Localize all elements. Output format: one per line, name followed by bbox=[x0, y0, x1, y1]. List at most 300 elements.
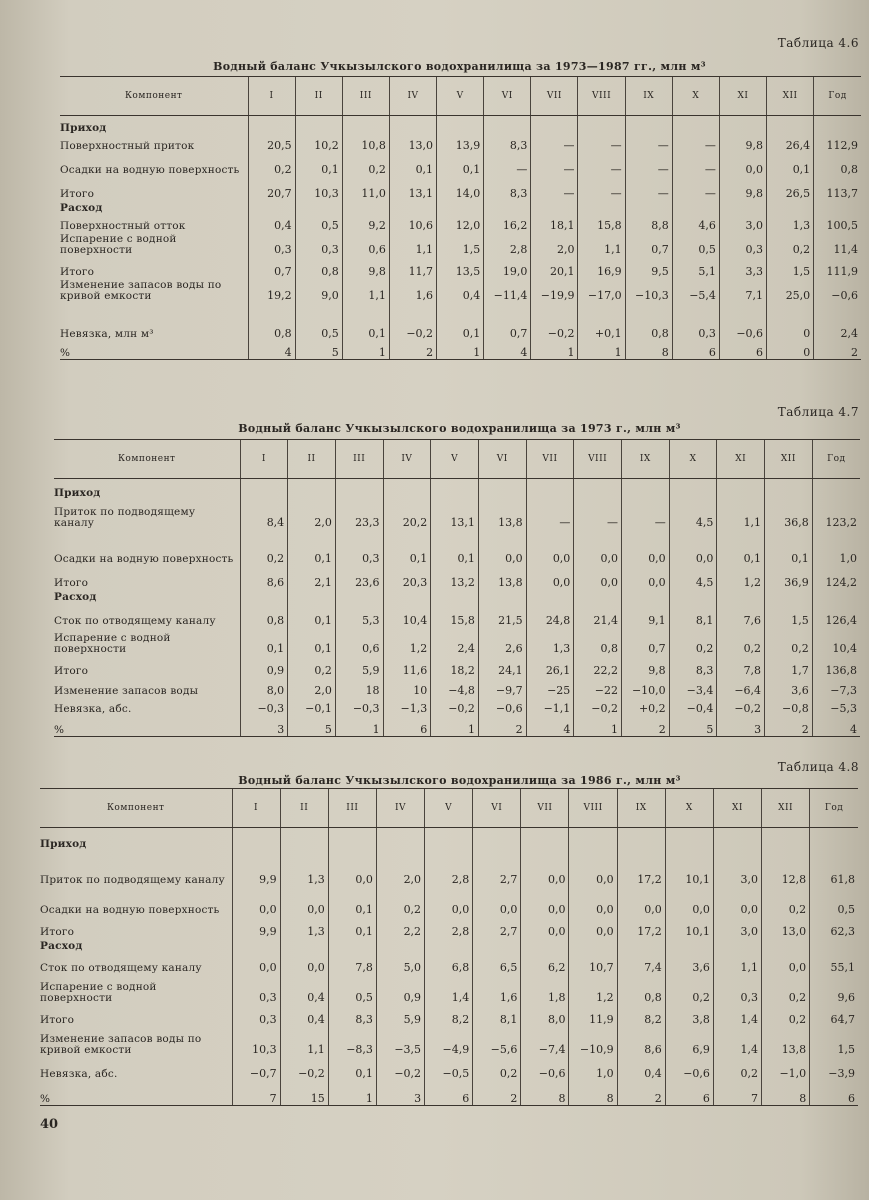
table-cell: 2,4 bbox=[814, 302, 861, 340]
table-cell: 11,4 bbox=[814, 232, 861, 256]
column-header: X bbox=[665, 789, 713, 828]
table-cell: 10,3 bbox=[295, 176, 342, 200]
table-cell: 3,6 bbox=[665, 952, 713, 974]
section-heading: Приход bbox=[40, 837, 87, 850]
table-cell: 3 bbox=[376, 1080, 424, 1106]
table-cell: 0,0 bbox=[569, 850, 617, 886]
table-cell bbox=[672, 116, 719, 134]
table-cell: 111,9 bbox=[814, 256, 861, 278]
table-cell: — bbox=[625, 134, 672, 152]
row-label: Изменение запасов воды по кривой емкости bbox=[60, 278, 222, 302]
table-cell: 26,4 bbox=[767, 134, 814, 152]
table-cell: 0,2 bbox=[762, 1004, 810, 1026]
row-label: % bbox=[54, 715, 240, 737]
table-cell: 0,1 bbox=[328, 916, 376, 938]
table-cell: 0,1 bbox=[437, 152, 484, 176]
row-label: Итого bbox=[54, 664, 89, 677]
table-cell: 0,0 bbox=[574, 565, 622, 589]
table-cell: −0,8 bbox=[765, 697, 813, 715]
table-cell: −0,6 bbox=[719, 302, 766, 340]
row-label: Итого bbox=[60, 187, 95, 200]
table-cell bbox=[484, 116, 531, 134]
table-cell: 2 bbox=[765, 715, 813, 737]
table-cell: 12,8 bbox=[762, 850, 810, 886]
table-cell bbox=[574, 589, 622, 603]
table-cell: 13,8 bbox=[762, 1026, 810, 1056]
table-cell: 0,3 bbox=[713, 974, 761, 1004]
table-cell: −0,6 bbox=[478, 697, 526, 715]
table-cell: 13,1 bbox=[389, 176, 436, 200]
table-cell: 1,1 bbox=[280, 1026, 328, 1056]
table-cell: 0,0 bbox=[232, 952, 280, 974]
table-cell: 9,9 bbox=[232, 850, 280, 886]
table-cell: 0,2 bbox=[288, 655, 336, 677]
column-header: IV bbox=[389, 77, 436, 116]
table-cell: 0,1 bbox=[240, 627, 288, 655]
table-cell: 0,0 bbox=[521, 916, 569, 938]
table-cell bbox=[569, 938, 617, 952]
table-cell: 0,9 bbox=[376, 974, 424, 1004]
table-row bbox=[60, 232, 861, 256]
table-row bbox=[54, 589, 860, 603]
table-cell: −0,2 bbox=[717, 697, 765, 715]
table-row bbox=[40, 1004, 858, 1026]
table-cell: 1 bbox=[431, 715, 479, 737]
table-cell: 36,8 bbox=[765, 499, 813, 529]
table-cell: 24,8 bbox=[526, 603, 574, 627]
table-cell: 9,8 bbox=[719, 176, 766, 200]
column-header: I bbox=[248, 77, 295, 116]
table-cell: 5 bbox=[288, 715, 336, 737]
table-cell bbox=[531, 116, 578, 134]
table-cell: 8,0 bbox=[521, 1004, 569, 1026]
table-cell: 6 bbox=[719, 340, 766, 360]
row-label: Осадки на водную поверхность bbox=[54, 552, 234, 565]
table-cell: 1,4 bbox=[713, 1026, 761, 1056]
table-cell bbox=[342, 116, 389, 134]
table-cell: 7,8 bbox=[717, 655, 765, 677]
table-cell: 4,6 bbox=[672, 214, 719, 232]
row-label: Осадки на водную поверхность bbox=[40, 903, 220, 916]
table-cell: 0,7 bbox=[248, 256, 295, 278]
table-cell bbox=[665, 938, 713, 952]
column-header: VII bbox=[531, 77, 578, 116]
table-cell: 0,0 bbox=[232, 886, 280, 916]
page-number: 40 bbox=[40, 1117, 59, 1132]
table-cell: 7 bbox=[232, 1080, 280, 1106]
table-row bbox=[60, 278, 861, 302]
table-cell: 4 bbox=[484, 340, 531, 360]
table-row bbox=[40, 828, 858, 850]
row-label: Сток по отводящему каналу bbox=[40, 961, 202, 974]
table-cell bbox=[521, 828, 569, 850]
table-cell: −5,3 bbox=[812, 697, 860, 715]
water-balance-table-1973-1987 bbox=[60, 76, 861, 360]
column-header: VIII bbox=[574, 440, 622, 479]
table-cell: 0,0 bbox=[521, 850, 569, 886]
table-cell: 2,8 bbox=[425, 916, 473, 938]
table-cell: 6,8 bbox=[425, 952, 473, 974]
table-cell: −0,7 bbox=[232, 1056, 280, 1080]
table-cell: 5 bbox=[669, 715, 717, 737]
table-cell: 100,5 bbox=[814, 214, 861, 232]
table-cell: 0,5 bbox=[810, 886, 858, 916]
table-cell: 1,5 bbox=[437, 232, 484, 256]
table-cell bbox=[713, 938, 761, 952]
table-cell: 0,8 bbox=[240, 603, 288, 627]
table-cell: 1,3 bbox=[767, 214, 814, 232]
column-header: XII bbox=[762, 789, 810, 828]
table-cell bbox=[295, 116, 342, 134]
table-row bbox=[40, 938, 858, 952]
table-cell bbox=[431, 589, 479, 603]
table-cell: 23,6 bbox=[335, 565, 383, 589]
table-cell: 22,2 bbox=[574, 655, 622, 677]
table-cell: 11,0 bbox=[342, 176, 389, 200]
table-cell: 9,5 bbox=[625, 256, 672, 278]
table-cell: 13,0 bbox=[389, 134, 436, 152]
table-cell: −0,3 bbox=[240, 697, 288, 715]
table-cell: 3,0 bbox=[713, 850, 761, 886]
table-cell: 4 bbox=[526, 715, 574, 737]
table-cell: 10,1 bbox=[665, 850, 713, 886]
table-cell: 0,0 bbox=[280, 952, 328, 974]
table-cell: 19,0 bbox=[484, 256, 531, 278]
table-cell: −0,6 bbox=[521, 1056, 569, 1080]
table-cell: −0,1 bbox=[288, 697, 336, 715]
table-cell: 3,8 bbox=[665, 1004, 713, 1026]
table-cell: — bbox=[526, 499, 574, 529]
table-cell: −1,0 bbox=[762, 1056, 810, 1080]
table-cell: 20,1 bbox=[531, 256, 578, 278]
table-row bbox=[60, 176, 861, 200]
table-cell: 23,3 bbox=[335, 499, 383, 529]
table-cell bbox=[717, 479, 765, 499]
table-cell: 0,4 bbox=[437, 278, 484, 302]
table-cell bbox=[625, 116, 672, 134]
table-cell: 7,4 bbox=[617, 952, 665, 974]
table-cell: 20,7 bbox=[248, 176, 295, 200]
table-cell bbox=[383, 589, 431, 603]
section-heading: Приход bbox=[54, 486, 101, 499]
table-cell: 2,8 bbox=[484, 232, 531, 256]
row-label: Испарение с водной поверхности bbox=[54, 631, 171, 655]
table-cell: 8 bbox=[762, 1080, 810, 1106]
table-row bbox=[54, 479, 860, 499]
table-row bbox=[60, 214, 861, 232]
table-cell: 1,0 bbox=[812, 529, 860, 565]
table-cell: 3,3 bbox=[719, 256, 766, 278]
table-cell: 8,0 bbox=[240, 677, 288, 697]
table-cell: 0,0 bbox=[622, 565, 670, 589]
column-header-component: Компонент bbox=[60, 77, 248, 116]
table-cell: 13,8 bbox=[478, 499, 526, 529]
table-row bbox=[54, 603, 860, 627]
table-cell: 1,1 bbox=[342, 278, 389, 302]
table-cell: 0,0 bbox=[425, 886, 473, 916]
table-cell: 0,6 bbox=[335, 627, 383, 655]
table-cell: 3 bbox=[717, 715, 765, 737]
table-cell: 1 bbox=[531, 340, 578, 360]
table-row bbox=[40, 886, 858, 916]
table-cell: 1 bbox=[335, 715, 383, 737]
table-cell: 0,2 bbox=[342, 152, 389, 176]
column-header: X bbox=[669, 440, 717, 479]
table-cell: 0,8 bbox=[574, 627, 622, 655]
table-cell bbox=[526, 589, 574, 603]
table-cell bbox=[521, 938, 569, 952]
table-cell: 1,6 bbox=[473, 974, 521, 1004]
table-cell: 2,0 bbox=[376, 850, 424, 886]
table-cell: 8,1 bbox=[473, 1004, 521, 1026]
table-cell: 15,8 bbox=[431, 603, 479, 627]
table-row bbox=[40, 850, 858, 886]
table-cell bbox=[232, 828, 280, 850]
table-cell: 0,1 bbox=[328, 1056, 376, 1080]
table-row bbox=[40, 1080, 858, 1106]
table-cell: 8 bbox=[625, 340, 672, 360]
table-cell: — bbox=[625, 152, 672, 176]
table-cell: 8,3 bbox=[484, 134, 531, 152]
table-cell: 7,1 bbox=[719, 278, 766, 302]
table-cell: 15 bbox=[280, 1080, 328, 1106]
table-cell: 5 bbox=[295, 340, 342, 360]
column-header: XI bbox=[713, 789, 761, 828]
table-cell: 9,2 bbox=[342, 214, 389, 232]
table-cell: 8,4 bbox=[240, 499, 288, 529]
table-cell: −0,3 bbox=[335, 697, 383, 715]
column-header: VI bbox=[478, 440, 526, 479]
table-cell: 112,9 bbox=[814, 134, 861, 152]
row-label: Изменение запасов воды bbox=[54, 684, 199, 697]
table-cell: 2 bbox=[473, 1080, 521, 1106]
table-cell: −0,6 bbox=[814, 278, 861, 302]
table-cell bbox=[240, 479, 288, 499]
table-row bbox=[40, 1056, 858, 1080]
table-cell: — bbox=[574, 499, 622, 529]
table-cell: 13,8 bbox=[478, 565, 526, 589]
table-cell: 11,7 bbox=[389, 256, 436, 278]
table-cell: 7,6 bbox=[717, 603, 765, 627]
table-cell: 4,5 bbox=[669, 499, 717, 529]
column-header-component: Компонент bbox=[54, 440, 240, 479]
table-cell: 0,0 bbox=[569, 886, 617, 916]
table-cell: 1,8 bbox=[521, 974, 569, 1004]
table-cell: 26,5 bbox=[767, 176, 814, 200]
column-header: Год bbox=[812, 440, 860, 479]
column-header: I bbox=[232, 789, 280, 828]
table-cell: 0 bbox=[767, 340, 814, 360]
table-cell: 13,9 bbox=[437, 134, 484, 152]
table-cell: 0,2 bbox=[665, 974, 713, 1004]
table-cell: 0,1 bbox=[288, 603, 336, 627]
table-cell: 10,4 bbox=[383, 603, 431, 627]
column-header: XI bbox=[719, 77, 766, 116]
table-cell bbox=[669, 479, 717, 499]
table-cell: 26,1 bbox=[526, 655, 574, 677]
table-cell: 0,0 bbox=[622, 529, 670, 565]
table-cell: 0,1 bbox=[383, 529, 431, 565]
row-label: Испарение с водной поверхности bbox=[60, 232, 177, 256]
table-cell: — bbox=[672, 152, 719, 176]
column-header: XI bbox=[717, 440, 765, 479]
table-cell: −0,2 bbox=[574, 697, 622, 715]
table-cell: 1,5 bbox=[767, 256, 814, 278]
table-cell: 20,5 bbox=[248, 134, 295, 152]
table-cell: −9,7 bbox=[478, 677, 526, 697]
table-cell: 126,4 bbox=[812, 603, 860, 627]
table-cell: +0,1 bbox=[578, 302, 625, 340]
table-title: Водный баланс Учкызылского водохранилища за 1973—1987 гг., млн м³ bbox=[213, 60, 706, 73]
table-title: Водный баланс Учкызылского водохранилища за 1986 г., млн м³ bbox=[238, 774, 681, 787]
table-cell: 0,3 bbox=[232, 1004, 280, 1026]
table-cell bbox=[437, 116, 484, 134]
table-cell bbox=[240, 589, 288, 603]
table-cell bbox=[531, 200, 578, 214]
section-heading: Расход bbox=[60, 201, 103, 214]
table-cell: 1,4 bbox=[425, 974, 473, 1004]
table-cell bbox=[622, 479, 670, 499]
table-cell: 0,1 bbox=[389, 152, 436, 176]
column-header: V bbox=[425, 789, 473, 828]
table-row bbox=[54, 529, 860, 565]
table-cell bbox=[622, 589, 670, 603]
table-cell: 2,2 bbox=[376, 916, 424, 938]
row-label: Сток по отводящему каналу bbox=[54, 614, 216, 627]
table-cell: 8,3 bbox=[328, 1004, 376, 1026]
table-cell bbox=[762, 938, 810, 952]
table-cell bbox=[767, 200, 814, 214]
row-label: Испарение с водной поверхности bbox=[40, 980, 157, 1004]
column-header: XII bbox=[765, 440, 813, 479]
table-cell: −0,2 bbox=[431, 697, 479, 715]
table-row bbox=[60, 256, 861, 278]
table-cell: 13,2 bbox=[431, 565, 479, 589]
table-cell bbox=[665, 828, 713, 850]
table-cell: 0,2 bbox=[669, 627, 717, 655]
table-cell: 13,1 bbox=[431, 499, 479, 529]
table-cell bbox=[295, 200, 342, 214]
table-cell: 13,5 bbox=[437, 256, 484, 278]
table-cell: 36,9 bbox=[765, 565, 813, 589]
table-cell: 18,1 bbox=[531, 214, 578, 232]
table-cell bbox=[288, 479, 336, 499]
row-label: Невязка, абс. bbox=[54, 702, 132, 715]
table-cell: 8,2 bbox=[425, 1004, 473, 1026]
table-cell: −17,0 bbox=[578, 278, 625, 302]
table-cell: −7,3 bbox=[812, 677, 860, 697]
table-cell: 17,2 bbox=[617, 850, 665, 886]
column-header: VI bbox=[473, 789, 521, 828]
table-cell: — bbox=[622, 499, 670, 529]
table-cell: 3,0 bbox=[713, 916, 761, 938]
table-cell: 10,8 bbox=[342, 134, 389, 152]
table-cell: 136,8 bbox=[812, 655, 860, 677]
table-cell bbox=[767, 116, 814, 134]
column-header: III bbox=[335, 440, 383, 479]
table-cell: 0,4 bbox=[617, 1056, 665, 1080]
table-cell: 8,6 bbox=[240, 565, 288, 589]
table-cell: 6 bbox=[425, 1080, 473, 1106]
table-cell bbox=[431, 479, 479, 499]
table-cell bbox=[473, 938, 521, 952]
table-cell: 6 bbox=[672, 340, 719, 360]
table-row bbox=[40, 974, 858, 1004]
table-cell: 8 bbox=[521, 1080, 569, 1106]
row-label: Невязка, млн м³ bbox=[60, 327, 154, 340]
table-cell bbox=[376, 938, 424, 952]
row-label: % bbox=[60, 340, 248, 360]
table-title: Водный баланс Учкызылского водохранилища за 1973 г., млн м³ bbox=[238, 422, 681, 435]
table-cell bbox=[248, 200, 295, 214]
table-cell bbox=[765, 479, 813, 499]
table-cell: 0,8 bbox=[814, 152, 861, 176]
column-header: III bbox=[328, 789, 376, 828]
table-cell: 9,0 bbox=[295, 278, 342, 302]
table-cell bbox=[248, 116, 295, 134]
table-cell: 124,2 bbox=[812, 565, 860, 589]
table-cell: 1,1 bbox=[717, 499, 765, 529]
table-cell bbox=[762, 828, 810, 850]
water-balance-table-1986 bbox=[40, 788, 858, 1106]
table-row bbox=[40, 952, 858, 974]
column-header: V bbox=[437, 77, 484, 116]
table-cell: 1,5 bbox=[810, 1026, 858, 1056]
table-cell: — bbox=[531, 152, 578, 176]
table-cell: −3,4 bbox=[669, 677, 717, 697]
column-header: VIII bbox=[578, 77, 625, 116]
table-cell: 0,2 bbox=[473, 1056, 521, 1080]
row-label: Итого bbox=[60, 265, 95, 278]
row-label: Итого bbox=[40, 925, 75, 938]
table-cell: 0,4 bbox=[280, 974, 328, 1004]
column-header: VII bbox=[521, 789, 569, 828]
table-cell: −3,5 bbox=[376, 1026, 424, 1056]
table-cell: 0,1 bbox=[295, 152, 342, 176]
table-cell: 11,9 bbox=[569, 1004, 617, 1026]
row-label: Приток по подводящему каналу bbox=[40, 873, 225, 886]
table-cell: 10,1 bbox=[665, 916, 713, 938]
table-cell bbox=[719, 116, 766, 134]
table-cell: 3,0 bbox=[719, 214, 766, 232]
table-cell: −4,9 bbox=[425, 1026, 473, 1056]
table-cell: 1,2 bbox=[569, 974, 617, 1004]
table-cell: 5,3 bbox=[335, 603, 383, 627]
table-cell: 0,4 bbox=[248, 214, 295, 232]
table-cell: 0,1 bbox=[437, 302, 484, 340]
table-cell bbox=[765, 589, 813, 603]
table-cell: 61,8 bbox=[810, 850, 858, 886]
table-cell: 0,5 bbox=[295, 214, 342, 232]
table-cell: 1,1 bbox=[578, 232, 625, 256]
table-cell: 2,0 bbox=[531, 232, 578, 256]
table-cell: 0,2 bbox=[240, 529, 288, 565]
table-cell bbox=[389, 200, 436, 214]
table-cell: 2 bbox=[617, 1080, 665, 1106]
table-cell: — bbox=[625, 176, 672, 200]
table-cell: −0,6 bbox=[665, 1056, 713, 1080]
table-cell: 0,3 bbox=[719, 232, 766, 256]
table-cell bbox=[814, 200, 861, 214]
table-cell: −0,4 bbox=[669, 697, 717, 715]
table-cell: 0,5 bbox=[328, 974, 376, 1004]
table-cell: 0,2 bbox=[713, 1056, 761, 1080]
row-label: Поверхностный отток bbox=[60, 219, 186, 232]
column-header: VIII bbox=[569, 789, 617, 828]
table-cell: 0,0 bbox=[574, 529, 622, 565]
column-header: XII bbox=[767, 77, 814, 116]
table-cell: 0,2 bbox=[717, 627, 765, 655]
